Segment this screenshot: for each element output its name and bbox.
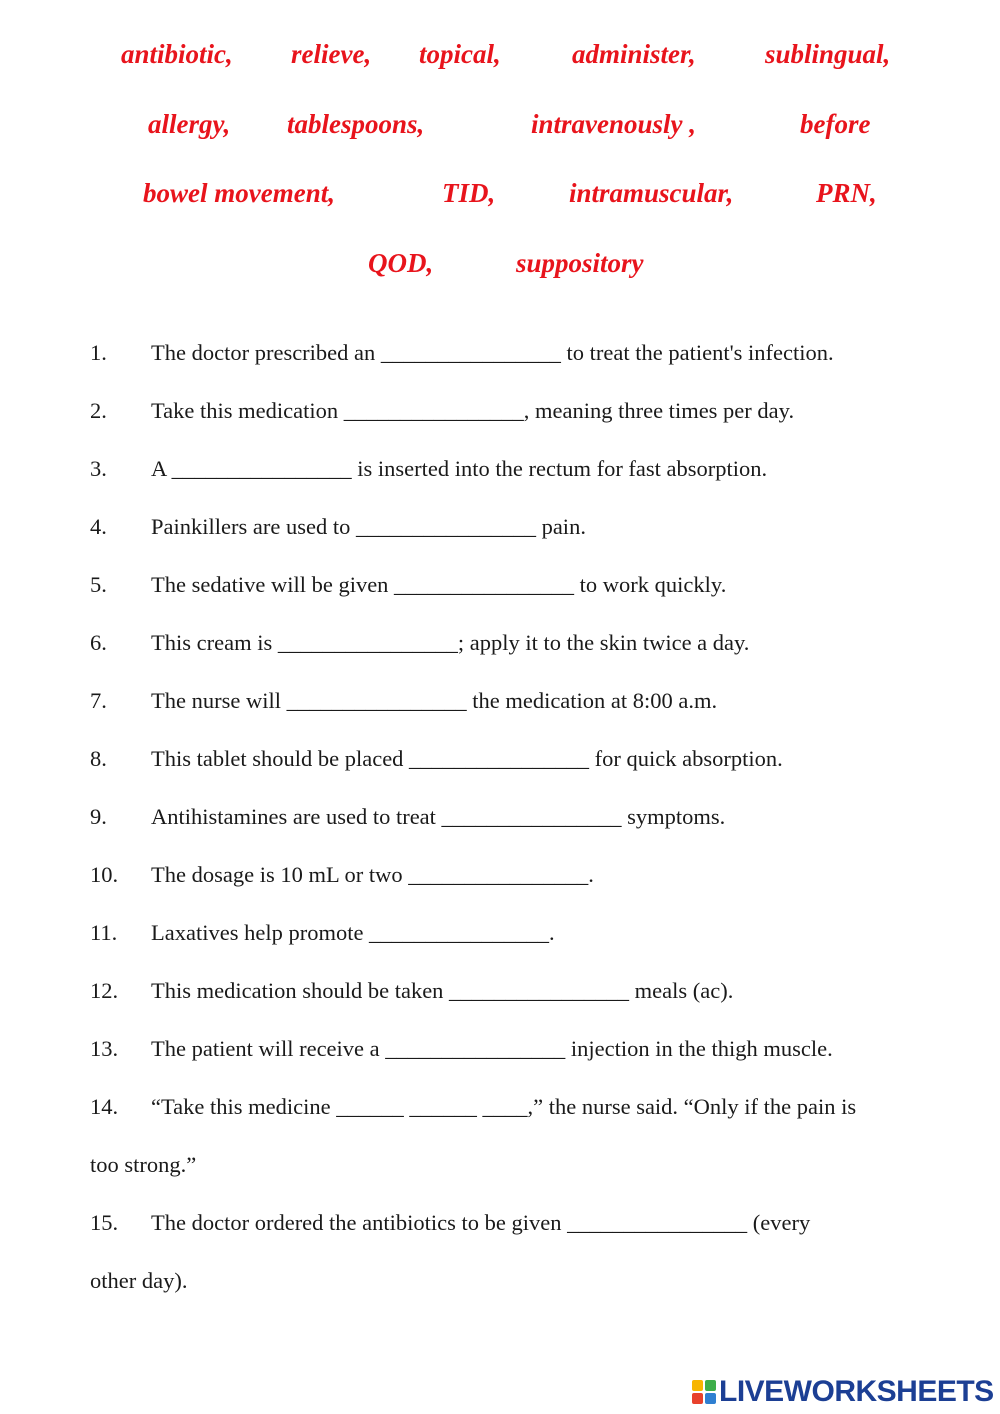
question-12 [90,980,733,1003]
word-bank-item: relieve, [291,39,372,69]
question-number: 6. [90,630,107,655]
question-14-continuation: too strong.” [90,1152,197,1177]
question-text: Laxatives help promote ________________. [151,920,555,945]
question-text: This medication should be taken ________________ meals (ac). [151,978,734,1003]
question-number: 5. [90,572,107,597]
word-bank-item: bowel movement, [143,178,335,208]
question-text: “Take this medicine ______ ______ ____,” the nurse said. “Only if the pain is [151,1094,857,1119]
question-text: The sedative will be given ________________ to work quickly. [151,572,727,597]
question-number: 14. [90,1094,119,1119]
question-13 [90,1038,833,1061]
word-bank-item: sublingual, [765,39,891,69]
question-number: 1. [90,340,107,365]
word-bank-item: antibiotic, [121,39,233,69]
question-text: Antihistamines are used to treat ________________ symptoms. [151,804,726,829]
question-4 [90,516,586,539]
question-10 [90,864,594,887]
question-text: A ________________ is inserted into the rectum for fast absorption. [151,456,768,481]
logo-square [692,1380,703,1391]
question-text: The doctor ordered the antibiotics to be given ________________ (every [151,1210,811,1235]
question-14 [90,1096,856,1119]
question-text: Take this medication ________________, meaning three times per day. [151,398,795,423]
question-text: This cream is ________________; apply it to the skin twice a day. [151,630,750,655]
question-1 [90,342,834,365]
question-number: 13. [90,1036,119,1061]
question-number: 9. [90,804,107,829]
liveworksheets-brand [692,1377,994,1407]
question-8 [90,748,783,771]
question-15 [90,1212,810,1235]
question-number: 2. [90,398,107,423]
question-3 [90,458,767,481]
word-bank-item: allergy, [148,109,231,139]
question-number: 15. [90,1210,119,1235]
question-number: 11. [90,920,118,945]
word-bank-item: QOD, [368,248,434,278]
question-text: The dosage is 10 mL or two ________________. [151,862,594,887]
liveworksheets-logo-icon [692,1380,716,1404]
logo-square [692,1393,703,1404]
word-bank-item: PRN, [816,178,877,208]
word-bank-item: intramuscular, [569,178,734,208]
word-bank-item: TID, [442,178,496,208]
word-bank-item: topical, [419,39,501,69]
question-number: 4. [90,514,107,539]
question-number: 10. [90,862,119,887]
question-5 [90,574,726,597]
question-number: 3. [90,456,107,481]
question-number: 8. [90,746,107,771]
question-text: This tablet should be placed ________________ for quick absorption. [151,746,783,771]
question-text: The nurse will ________________ the medication at 8:00 a.m. [151,688,718,713]
logo-square [705,1380,716,1391]
question-6 [90,632,749,655]
word-bank-item: intravenously , [531,109,697,139]
question-text: The doctor prescribed an ________________ to treat the patient's infection. [151,340,834,365]
word-bank-item: tablespoons, [287,109,425,139]
question-2 [90,400,794,423]
question-7 [90,690,717,713]
question-11 [90,922,555,945]
question-text: The patient will receive a ________________ injection in the thigh muscle. [151,1036,833,1061]
brand-name: LIVEWORKSHEETS [719,1375,994,1408]
logo-square [705,1393,716,1404]
word-bank-item: suppository [516,248,644,278]
question-text: Painkillers are used to ________________ pain. [151,514,586,539]
question-9 [90,806,725,829]
question-number: 7. [90,688,107,713]
word-bank-item: administer, [572,39,696,69]
question-number: 12. [90,978,119,1003]
question-15-continuation: other day). [90,1268,188,1293]
word-bank-item: before [800,109,871,139]
